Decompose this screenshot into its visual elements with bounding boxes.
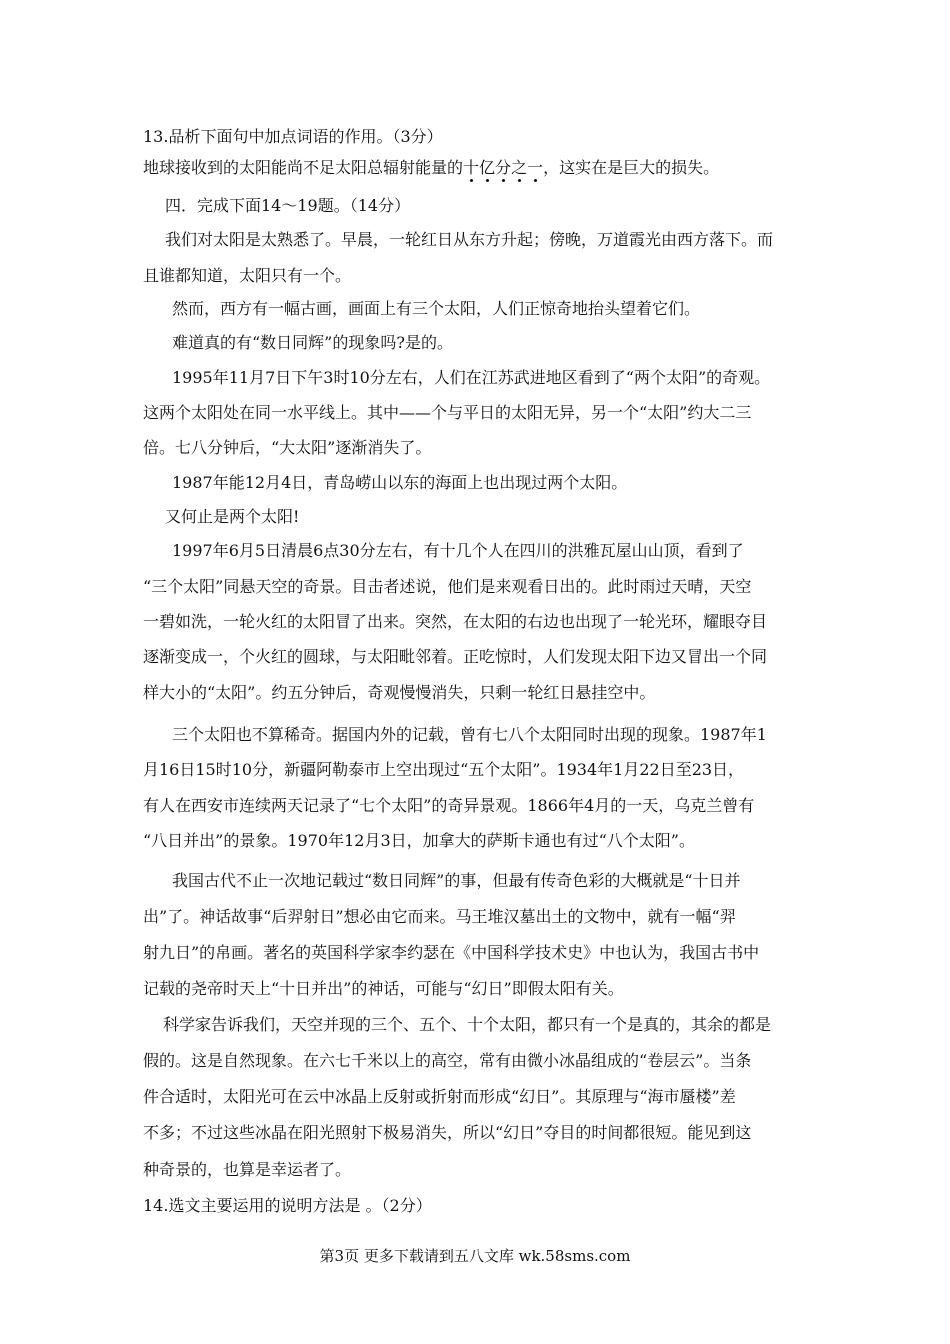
dotted-char: 一 — [527, 158, 544, 177]
question-13: 13.品析下面句中加点词语的作用。（3分） — [143, 127, 443, 146]
paragraph-line: 又何止是两个太阳! — [165, 507, 300, 526]
paragraph-line: 不多；不过这些冰晶在阳光照射下极易消失，所以“幻日”夺目的时间都很短。能见到这 — [143, 1123, 752, 1142]
dotted-char: 分 — [495, 158, 512, 177]
paragraph-line: 然而，西方有一幅古画，画面上有三个太阳，人们正惊奇地抬头望着它们。 — [172, 299, 701, 318]
sentence-part: ，这实在是巨大的损失。 — [543, 158, 720, 177]
question-14: 14.选文主要运用的说明方法是 。（2分） — [143, 1196, 432, 1215]
section-four-heading: 四．完成下面14～19题。（14分） — [165, 196, 411, 215]
paragraph-line: 三个太阳也不算稀奇。据国内外的记载，曾有七八个太阳同时出现的现象。1987年1 — [172, 725, 767, 744]
paragraph-line: 记载的尧帝时天上“十日并出”的神话，可能与“幻日”即假太阳有关。 — [143, 979, 624, 998]
paragraph-line: “八日并出”的景象。1970年12月3日，加拿大的萨斯卡通也有过“八个太阳”。 — [143, 831, 695, 850]
paragraph-line: 出”了。神话故事“后羿射日”想必由它而来。马王堆汉墓出土的文物中，就有一幅“羿 — [143, 907, 736, 926]
paragraph-line: 且谁都知道，太阳只有一个。 — [143, 266, 352, 285]
dotted-char: 十 — [463, 158, 480, 177]
paragraph-line: 1987年能12月4日，青岛崂山以东的海面上也出现过两个太阳。 — [172, 473, 628, 492]
paragraph-line: 我国古代不止一次地记载过“数日同辉”的事，但最有传奇色彩的大概就是“十日并 — [172, 871, 741, 890]
paragraph-line: 一碧如洗，一轮火红的太阳冒了出来。突然，在太阳的右边也出现了一轮光环，耀眼夺目 — [143, 612, 768, 631]
paragraph-line: 科学家告诉我们，天空并现的三个、五个、十个太阳，都只有一个是真的，其余的都是 — [163, 1015, 772, 1034]
paragraph-line: 1997年6月5日清晨6点30分左右，有十几个人在四川的洪雅瓦屋山山顶，看到了 — [172, 541, 744, 560]
paragraph-line: 有人在西安市连续两天记录了“七个太阳”的奇异景观。1866年4月的一天，乌克兰曾有 — [143, 796, 755, 815]
paragraph-line: 倍。七八分钟后，“大太阳”逐渐消失了。 — [143, 438, 432, 457]
paragraph-line: 射九日”的帛画。著名的英国科学家李约瑟在《中国科学技术史》中也认为，我国古书中 — [143, 943, 760, 962]
paragraph-line: 种奇景的，也算是幸运者了。 — [143, 1160, 352, 1179]
dotted-char: 亿 — [479, 158, 496, 177]
paragraph-line: 月16日15时10分，新疆阿勒泰市上空出现过“五个太阳”。1934年1月22日至23日， — [143, 760, 745, 779]
paragraph-line: 样大小的“太阳”。约五分钟后，奇观慢慢消失，只剩一轮红日悬挂空中。 — [143, 683, 656, 702]
paragraph-line: 我们对太阳是太熟悉了。早晨，一轮红日从东方升起；傍晚，万道霞光由西方落下。而 — [165, 230, 774, 249]
paragraph-line: 这两个太阳处在同一水平线上。其中——个与平日的太阳无异，另一个“太阳”约大二三 — [143, 403, 752, 422]
page-footer: 第3页 更多下载请到五八文库 wk.58sms.com — [319, 1247, 631, 1265]
paragraph-line: 1995年11月7日下午3时10分左右，人们在江苏武进地区看到了“两个太阳”的奇观。 — [172, 368, 771, 387]
dotted-char: 之 — [511, 158, 528, 177]
sentence-part: 地球接收到的太阳能尚不足太阳总辐射能量的 — [143, 158, 464, 177]
paragraph-line: 件合适时，太阳光可在云中冰晶上反射或折射而形成“幻日”。其原理与“海市蜃楼”差 — [143, 1087, 736, 1106]
paragraph-line: “三个太阳”同悬天空的奇景。目击者述说，他们是来观看日出的。此时雨过天晴，天空 — [143, 577, 752, 596]
paragraph-line: 假的。这是自然现象。在六七千米以上的高空，常有由微小冰晶组成的“卷层云”。当条 — [143, 1051, 752, 1070]
question-13-sentence — [143, 158, 719, 178]
paragraph-line: 难道真的有“数日同辉”的现象吗?是的。 — [172, 333, 453, 352]
paragraph-line: 逐渐变成一，个火红的圆球，与太阳毗邻着。正吃惊时，人们发现太阳下边又冒出一个同 — [143, 647, 768, 666]
